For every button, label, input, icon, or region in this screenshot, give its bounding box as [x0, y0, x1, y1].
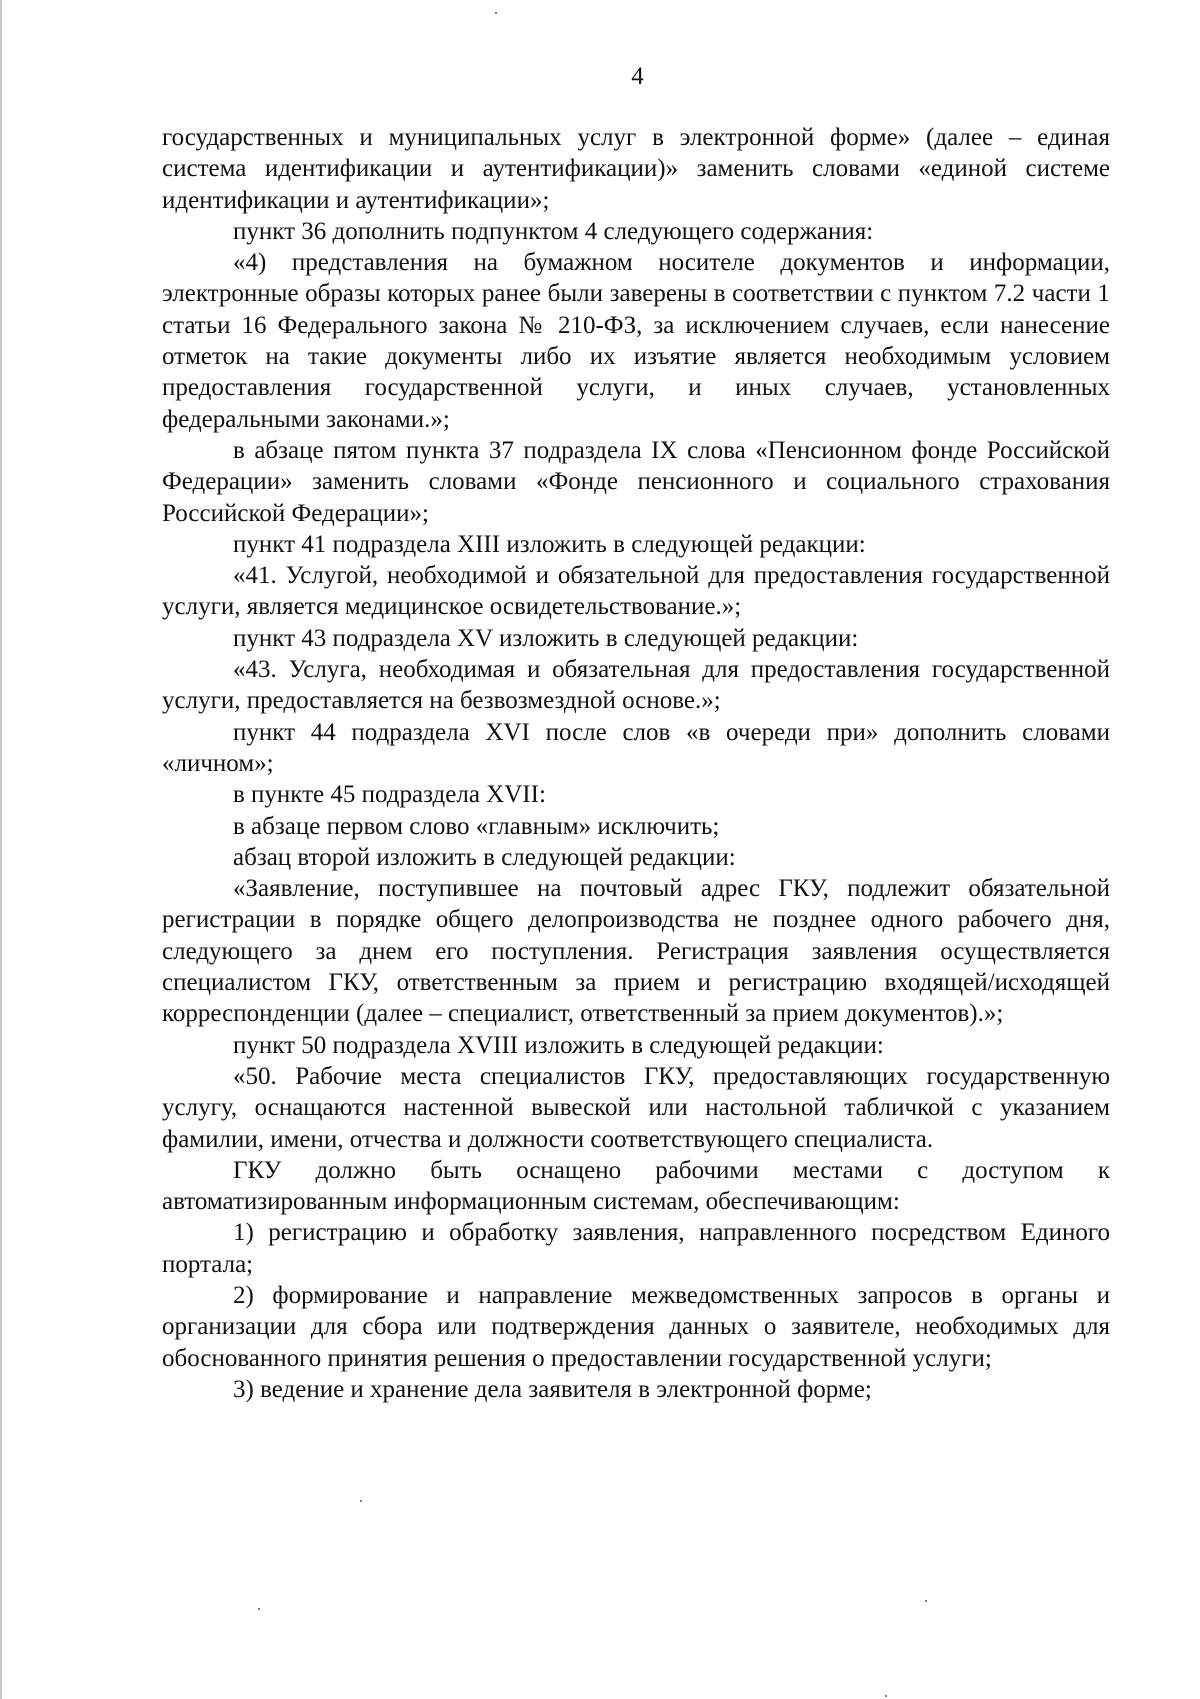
scan-speck	[258, 1608, 260, 1610]
paragraph: «43. Услуга, необходимая и обязательная для предоставления государственной услуги, предоставляется на безвозмездной основе.»;	[162, 656, 1110, 715]
paragraph: в абзаце первом слово «главным» исключить;	[233, 812, 720, 840]
paragraph: пункт 41 подраздела XIII изложить в следующей редакции:	[233, 530, 866, 558]
paragraph: «41. Услугой, необходимой и обязательной для предоставления государственной услуги, является медицинское освидетельствование.»;	[162, 562, 1110, 621]
paragraph: пункт 50 подраздела XVIII изложить в следующей редакции:	[233, 1031, 884, 1059]
paragraph: пункт 43 подраздела XV изложить в следующей редакции:	[233, 624, 859, 652]
scan-speck	[495, 12, 497, 14]
scan-speck	[360, 1500, 362, 1502]
paragraph: пункт 44 подраздела XVI после слов «в очереди при» дополнить словами «личном»;	[162, 718, 1110, 777]
paragraph: в абзаце пятом пункта 37 подраздела IX слова «Пенсионном фонде Российской Федерации» заменить словами «Фонде пенсионного и социального страхования Российской Федерации»;	[162, 436, 1110, 527]
paragraph: государственных и муниципальных услуг в электронной форме» (далее – единая система идентификации и аутентификации)» заменить словами «единой системе идентификации и аутентификации»;	[162, 124, 1110, 214]
paragraph: 3) ведение и хранение дела заявителя в электронной форме;	[233, 1375, 872, 1403]
paragraph: ГКУ должно быть оснащено рабочими местами с доступом к автоматизированным информационным системам, обеспечивающим:	[162, 1156, 1110, 1216]
paragraph: 1) регистрацию и обработку заявления, направленного посредством Единого портала;	[162, 1219, 1110, 1278]
paragraph: «4) представления на бумажном носителе документов и информации, электронные образы которых ранее были заверены в соответствии с пунктом 7.2 части 1 статьи 16 Федерального закона № 210-ФЗ, за исключением случаев, если нанесение отметок на такие документы либо их изъятие является необходимым условием предоставления государственной услуги, и иных случаев, установленных федеральными законами.»;	[162, 249, 1110, 433]
scan-speck	[885, 1695, 887, 1697]
paragraph: 2) формирование и направление межведомственных запросов в органы и организации для сбора или подтверждения данных о заявителе, необходимых для обоснованного принятия решения о предоставлении государственной услуги;	[162, 1281, 1110, 1372]
paragraph: пункт 36 дополнить подпунктом 4 следующего содержания:	[233, 217, 874, 245]
scan-left-edge	[0, 0, 2, 1699]
paragraph: абзац второй изложить в следующей редакции:	[233, 843, 736, 871]
paragraph: в пункте 45 подраздела XVII:	[233, 781, 546, 809]
paragraph: «Заявление, поступившее на почтовый адрес ГКУ, подлежит обязательной регистрации в порядке общего делопроизводства не позднее одного рабочего дня, следующего за днем его поступления. Регистрация заявления осуществляется специалистом ГКУ, ответственным за прием и регистрацию входящей/исходящей корреспонденции (далее – специалист, ответственный за прием документов).»;	[162, 875, 1110, 1028]
page-number: 4	[631, 63, 644, 90]
document-body	[162, 122, 1110, 1405]
paragraph: «50. Рабочие места специалистов ГКУ, предоставляющих государственную услугу, оснащаются настенной вывеской или настольной табличкой с указанием фамилии, имени, отчества и должности соответствующего специалиста.	[162, 1062, 1110, 1153]
scan-speck	[925, 1600, 927, 1602]
